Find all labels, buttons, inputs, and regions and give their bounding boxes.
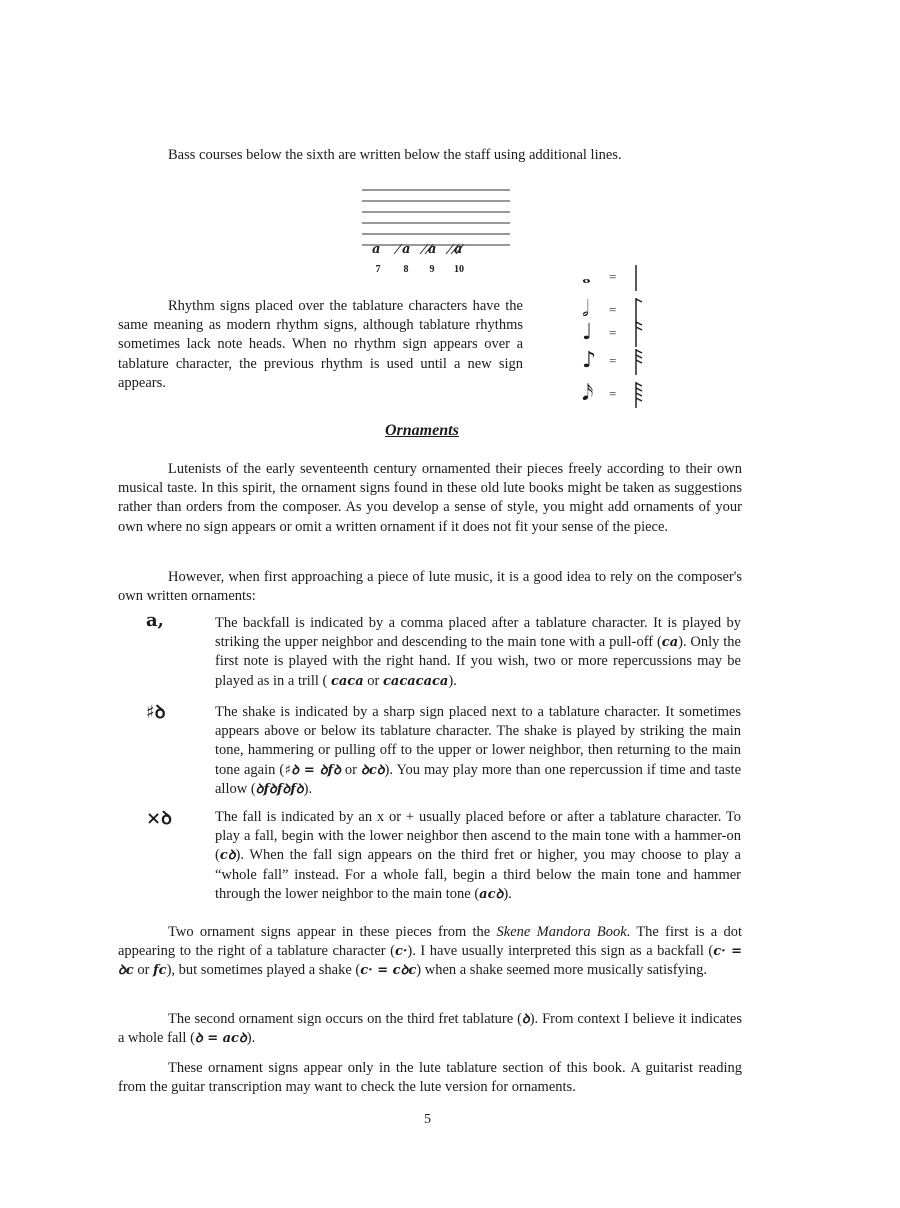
tab-example: c· = ꝺc — [118, 944, 742, 979]
equals-sign: = — [609, 386, 617, 401]
tab-example: ♯ꝺ = ꝺfꝺ — [284, 762, 341, 778]
shake-description: The shake is indicated by a sharp sign placed next to a tablature character. It sometimes appears above or below its tablature character. The shake is played by striking the main tone, hammering or pulling off to the upper or lower neighbor, then returning to the main tone again (♯ꝺ = ꝺfꝺ or ꝺcꝺ). You may play more than one repercussion if time and taste allow (ꝺfꝺfꝺfꝺ). — [215, 704, 742, 797]
rhythm-row-sixteenth — [582, 380, 652, 408]
book-title: Skene Mandora Book — [496, 924, 627, 940]
skene-ornaments-paragraph: Two ornament signs appear in these pieces from the Skene Mandora Book. The first is a dot appearing to the right of a tablature character (c·). I have usually interpreted this sign as a backfall (c· = ꝺc or fc), but sometimes played a shake (c· = cꝺc) when a shake seemed more musically satisfying. — [118, 924, 742, 979]
bass-char-10: a — [454, 242, 463, 257]
ornaments-heading: Ornaments — [385, 422, 459, 439]
bass-char-9: a — [428, 242, 437, 257]
flag-3-icon — [630, 347, 650, 377]
second-ornament-paragraph: The second ornament sign occurs on the third fret tablature (ꝺ). From context I believe it indicates a whole fall (ꝺ = acꝺ). — [118, 1011, 742, 1047]
tab-example: ꝺfꝺfꝺfꝺ — [255, 781, 304, 797]
equals-sign: = — [609, 353, 617, 368]
rhythm-row-whole — [582, 263, 652, 291]
ornaments-approach-paragraph: However, when first approaching a piece of lute music, it is a good idea to rely on the composer's own written ornaments: — [118, 569, 742, 605]
staff-lines — [360, 184, 515, 254]
ornaments-intro-paragraph: Lutenists of the early seventeenth century ornamented their pieces freely according to their own musical taste. In this spirit, the ornament signs found in these old lute books might be taken as suggestions rather than orders from the composer. As you develop a sense of style, you might add ornaments of your own where no sign appears or omit a written ornament if it does not fit your sense of the piece. — [118, 461, 742, 535]
rhythm-row-quarter — [582, 319, 652, 347]
bass-courses-text: Bass courses below the sixth are written below the staff using additional lines. — [168, 147, 622, 163]
course-number-7: 7 — [375, 264, 381, 275]
half-note-icon: 𝅗𝅥 — [582, 297, 589, 322]
equals-sign: = — [609, 325, 617, 340]
fall-description: The fall is indicated by an x or + usually placed before or after a tablature character. To play a fall, begin with the lower neighbor then ascend to the main tone with a hammer-on (cꝺ). When the fall sign appears on the third fret or higher, you may choose to play a “whole fall” instead. For a whole fall, begin a third below the main tone and hammer through the lower neighbor to the main tone (acꝺ). — [215, 809, 741, 902]
backfall-description: The backfall is indicated by a comma placed after a tablature character. It is played by striking the upper neighbor and descending to the main tone with a pull-off (ca). Only the first note is played with the right hand. If you wish, two or more repercussions may be played as in a trill ( caca or cacacaca). — [215, 615, 741, 689]
tab-example: acꝺ — [479, 886, 504, 902]
tab-example: c· = cꝺc — [360, 963, 417, 979]
course-number-10: 10 — [454, 264, 464, 275]
whole-note-icon: 𝅝 — [582, 264, 591, 289]
course-number-9: 9 — [429, 264, 435, 275]
sixteenth-note-icon: 𝅘𝅥𝅯 — [582, 381, 594, 406]
flag-0-icon — [630, 263, 650, 293]
flag-4-icon — [630, 380, 650, 410]
tab-example: c· — [394, 944, 408, 960]
tab-example: ca — [661, 635, 679, 651]
page-number: 5 — [424, 1112, 431, 1127]
bass-staff-figure — [360, 184, 515, 280]
tab-example: ꝺcꝺ — [361, 762, 385, 778]
eighth-note-icon: ♪ — [582, 348, 597, 373]
closing-paragraph: These ornament signs appear only in the lute tablature section of this book. A guitarist reading from the guitar transcription may want to check the lute version for ornaments. — [118, 1060, 742, 1096]
tab-example: cacacaca — [383, 673, 449, 689]
bass-char-7: a — [372, 242, 381, 257]
tab-example: cꝺ — [219, 848, 236, 864]
course-number-8: 8 — [403, 264, 409, 275]
tab-example: fc — [153, 963, 167, 979]
rhythm-row-eighth — [582, 347, 652, 375]
tab-example: ꝺ = acꝺ — [194, 1031, 247, 1047]
shake-symbol: ♯ꝺ — [146, 702, 166, 723]
fall-symbol: ×ꝺ — [146, 808, 172, 829]
rhythm-paragraph: Rhythm signs placed over the tablature characters have the same meaning as modern rhythm signs, although tablature rhythms sometimes lack note heads. When no rhythm sign appears over a tablature character, the previous rhythm is used until a new sign appears. — [118, 298, 523, 391]
tab-example: caca — [330, 673, 364, 689]
equals-sign: = — [609, 302, 617, 317]
tab-example: ꝺ — [521, 1012, 530, 1027]
equals-sign: = — [609, 269, 617, 284]
quarter-note-icon: ♩ — [582, 320, 593, 345]
backfall-symbol: a, — [146, 610, 164, 631]
flag-2-icon — [630, 319, 650, 349]
bass-char-8: a — [402, 242, 411, 257]
